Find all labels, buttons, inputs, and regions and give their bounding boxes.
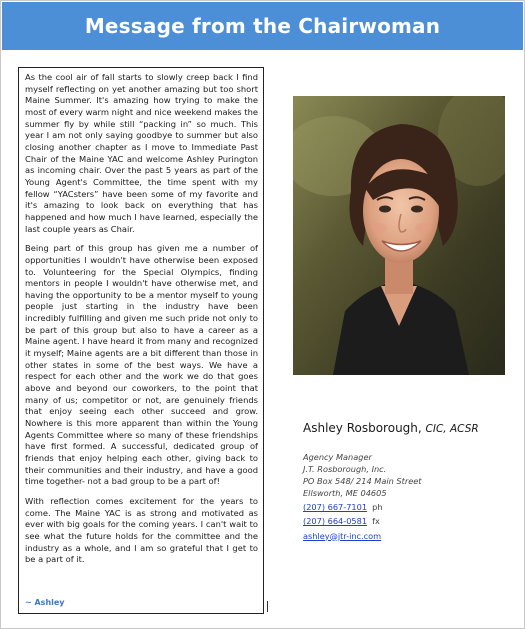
letter-paragraph-2: Being part of this group has given me a number of opportunities I wouldn't have otherwise been exposed to. Volunteering for the Special Olympics, finding mentors in people I wouldn't have otherwise met, and having the opportunity to be a mentor myself to young people just starting in the industry have been incredibly fulfilling and given me such pride not only to be part of this group but also to have a career as a Maine agent. I have heard it from many and recognized it myself; Maine agents are a bit different than those in other states in some of the best ways. We have a respect for each other and the work we do that goes above and beyond our coworkers, to the point that many of us; competitor or not, are genuinely friends that enjoy seeing each other succeed and grow. Nowhere is this more apparent than within the Young Agents Committee where so many of these friendships have first formed. A successful, dedicated group of friends that enjoy helping each other, giving back to their communities and their industry, and have a good time together- not a bad group to be a part of! <box>25 243 258 487</box>
contact-address-line-1: PO Box 548/ 214 Main Street <box>303 476 422 487</box>
phone-suffix: ph <box>372 502 383 513</box>
contact-name: Ashley Rosborough, <box>303 421 422 435</box>
contact-phone-row <box>303 499 513 513</box>
contact-title: Agency Manager <box>303 452 372 462</box>
letter-signoff: ~ Ashley <box>25 598 65 607</box>
contact-credentials: CIC, ACSR <box>425 423 479 435</box>
phone-link[interactable]: (207) 667-7101 <box>303 502 368 513</box>
portrait-photo <box>293 96 505 375</box>
contact-email-row <box>303 528 513 542</box>
contact-block <box>303 421 513 542</box>
contact-address-line-2: Ellsworth, ME 04605 <box>303 488 387 499</box>
letter-paragraph-3: With reflection comes excitement for the years to come. The Maine YAC is as strong and motivated as ever with big goals for the coming years. I can't wait to see what the future holds for the committee and the industry as a whole, and I am so grateful that I get to be a part of it. <box>25 495 258 565</box>
fax-link[interactable]: (207) 664-0581 <box>303 516 368 527</box>
contact-company: J.T. Rosborough, Inc. <box>303 464 387 475</box>
fax-suffix: fx <box>372 516 380 527</box>
letter-text-box[interactable] <box>18 67 264 614</box>
contact-fax-row <box>303 513 513 527</box>
contact-name-line <box>303 421 513 435</box>
email-link[interactable]: ashley@jtr-inc.com <box>303 530 382 541</box>
portrait-photo-icon <box>293 96 505 375</box>
title-banner <box>2 2 523 50</box>
letter-paragraph-1: As the cool air of fall starts to slowly creep back I find myself reflecting on yet another amazing but too short Maine Summer. It's amazing how trying to make the most of every warm night and nice weekend makes the summer fly by while still “packing in” so much. This year I am not only saying goodbye to summer but also closing another chapter as I move to Immediate Past Chair of the Maine YAC and welcome Ashley Purington as incoming chair. Over the past 5 years as part of the Young Agent's Committee, the time spent with my fellow “YACsters” have been some of my favorite and it's amazing to look back on everything that has happened and how much I have learned, especially the last couple years as Chair. <box>25 72 258 234</box>
banner-title: Message from the Chairwoman <box>84 14 441 38</box>
text-cursor <box>267 601 268 612</box>
